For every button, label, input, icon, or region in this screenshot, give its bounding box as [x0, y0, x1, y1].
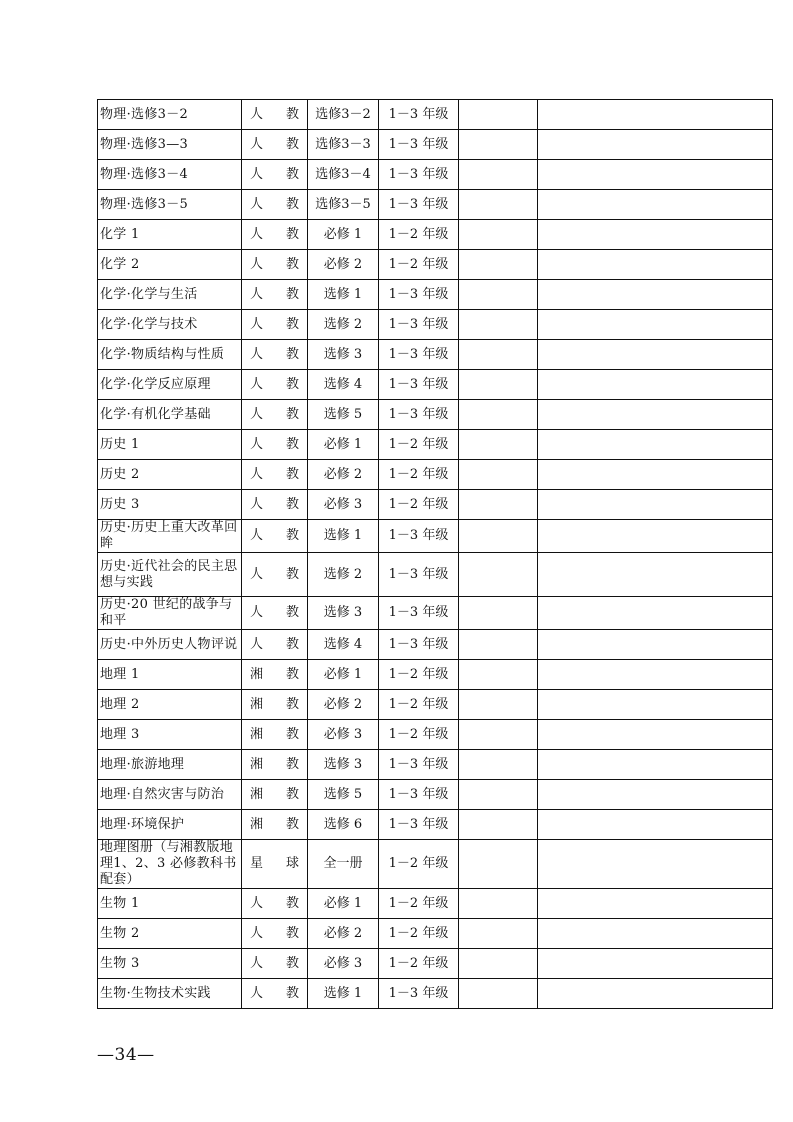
publisher-char: 人 [250, 346, 264, 362]
textbook-name-cell: 历史·近代社会的民主思想与实践 [98, 553, 242, 597]
publisher-char: 教 [285, 496, 299, 512]
volume-cell: 必修 3 [308, 720, 379, 750]
grade-cell: 1－3 年级 [379, 370, 459, 400]
empty-cell [459, 520, 538, 553]
table-row [98, 490, 773, 520]
textbook-name-cell: 生物·生物技术实践 [98, 979, 242, 1009]
publisher-char: 教 [285, 376, 299, 392]
empty-cell [459, 460, 538, 490]
publisher-cell [242, 160, 308, 190]
textbook-name-cell: 地理 2 [98, 690, 242, 720]
publisher-label [244, 667, 305, 683]
grade-cell: 1－3 年级 [379, 400, 459, 430]
publisher-cell [242, 490, 308, 520]
publisher-label [244, 227, 305, 243]
volume-cell: 选修3－4 [308, 160, 379, 190]
publisher-char: 人 [250, 436, 264, 452]
table-row [98, 810, 773, 840]
publisher-char: 人 [250, 196, 264, 212]
empty-cell [459, 810, 538, 840]
volume-cell: 选修 1 [308, 979, 379, 1009]
empty-cell [459, 919, 538, 949]
volume-cell: 必修 1 [308, 220, 379, 250]
volume-cell: 选修3－5 [308, 190, 379, 220]
table-row [98, 520, 773, 553]
grade-cell: 1－2 年级 [379, 919, 459, 949]
publisher-cell [242, 280, 308, 310]
textbook-name-cell: 物理·选修3－4 [98, 160, 242, 190]
publisher-char: 教 [285, 636, 299, 652]
empty-cell [538, 780, 773, 810]
volume-cell: 必修 1 [308, 660, 379, 690]
grade-cell: 1－2 年级 [379, 430, 459, 460]
table-row [98, 780, 773, 810]
publisher-char: 教 [285, 925, 299, 941]
grade-cell: 1－2 年级 [379, 889, 459, 919]
empty-cell [538, 310, 773, 340]
table-row [98, 720, 773, 750]
grade-cell: 1－3 年级 [379, 597, 459, 630]
publisher-cell [242, 220, 308, 250]
empty-cell [459, 370, 538, 400]
publisher-label [244, 787, 305, 803]
empty-cell [538, 889, 773, 919]
publisher-cell [242, 340, 308, 370]
table-row [98, 949, 773, 979]
publisher-char: 教 [285, 346, 299, 362]
publisher-label [244, 637, 305, 653]
empty-cell [459, 949, 538, 979]
publisher-label [244, 137, 305, 153]
textbook-name-cell: 化学·有机化学基础 [98, 400, 242, 430]
publisher-char: 教 [285, 528, 299, 543]
publisher-char: 教 [285, 566, 299, 582]
publisher-cell [242, 100, 308, 130]
textbook-name-cell: 地理·环境保护 [98, 810, 242, 840]
publisher-label [244, 407, 305, 423]
publisher-cell [242, 919, 308, 949]
publisher-char: 人 [250, 636, 264, 652]
publisher-label [244, 926, 305, 942]
publisher-label [244, 528, 305, 544]
grade-cell: 1－3 年级 [379, 630, 459, 660]
empty-cell [459, 840, 538, 889]
publisher-char: 教 [285, 666, 299, 682]
volume-cell: 选修 1 [308, 520, 379, 553]
volume-cell: 选修 6 [308, 810, 379, 840]
textbook-name-cell: 物理·选修3—3 [98, 130, 242, 160]
empty-cell [459, 720, 538, 750]
empty-cell [538, 949, 773, 979]
publisher-label [244, 605, 305, 621]
grade-cell: 1－3 年级 [379, 160, 459, 190]
publisher-cell [242, 400, 308, 430]
publisher-char: 教 [285, 166, 299, 182]
publisher-cell [242, 630, 308, 660]
volume-cell: 选修 3 [308, 750, 379, 780]
table-row [98, 280, 773, 310]
grade-cell: 1－3 年级 [379, 310, 459, 340]
publisher-char: 教 [285, 955, 299, 971]
empty-cell [538, 280, 773, 310]
publisher-char: 教 [285, 256, 299, 272]
publisher-char: 教 [285, 696, 299, 712]
publisher-char: 湘 [250, 696, 264, 712]
textbook-name-cell: 化学 2 [98, 250, 242, 280]
volume-cell: 必修 2 [308, 250, 379, 280]
publisher-cell [242, 750, 308, 780]
grade-cell: 1－3 年级 [379, 810, 459, 840]
publisher-char: 人 [250, 605, 264, 620]
textbook-name-cell: 历史·历史上重大改革回眸 [98, 520, 242, 553]
publisher-label [244, 727, 305, 743]
grade-cell: 1－2 年级 [379, 840, 459, 889]
empty-cell [538, 370, 773, 400]
publisher-cell [242, 720, 308, 750]
table-row [98, 250, 773, 280]
grade-cell: 1－3 年级 [379, 190, 459, 220]
publisher-cell [242, 460, 308, 490]
publisher-cell [242, 250, 308, 280]
publisher-char: 教 [285, 985, 299, 1001]
publisher-cell [242, 553, 308, 597]
publisher-char: 人 [250, 376, 264, 392]
grade-cell: 1－3 年级 [379, 130, 459, 160]
publisher-cell [242, 597, 308, 630]
table-row [98, 370, 773, 400]
volume-cell: 选修 4 [308, 630, 379, 660]
table-row [98, 430, 773, 460]
publisher-char: 湘 [250, 726, 264, 742]
empty-cell [459, 630, 538, 660]
publisher-char: 教 [285, 895, 299, 911]
empty-cell [459, 160, 538, 190]
table-row [98, 400, 773, 430]
empty-cell [459, 597, 538, 630]
table-body [98, 100, 773, 1009]
volume-cell: 选修 3 [308, 340, 379, 370]
publisher-char: 人 [250, 286, 264, 302]
table-row [98, 979, 773, 1009]
grade-cell: 1－2 年级 [379, 660, 459, 690]
publisher-char: 教 [285, 136, 299, 152]
empty-cell [538, 630, 773, 660]
empty-cell [538, 919, 773, 949]
publisher-label [244, 257, 305, 273]
publisher-label [244, 437, 305, 453]
textbook-name-cell: 化学·物质结构与性质 [98, 340, 242, 370]
publisher-cell [242, 949, 308, 979]
empty-cell [538, 160, 773, 190]
volume-cell: 全一册 [308, 840, 379, 889]
grade-cell: 1－2 年级 [379, 220, 459, 250]
textbook-name-cell: 生物 3 [98, 949, 242, 979]
table-row [98, 310, 773, 340]
volume-cell: 必修 1 [308, 889, 379, 919]
publisher-char: 人 [250, 528, 264, 543]
empty-cell [538, 750, 773, 780]
publisher-char: 人 [250, 106, 264, 122]
publisher-label [244, 567, 305, 583]
empty-cell [538, 520, 773, 553]
publisher-label [244, 167, 305, 183]
publisher-label [244, 377, 305, 393]
table-row [98, 190, 773, 220]
publisher-char: 球 [285, 856, 299, 871]
textbook-name-cell: 地理 1 [98, 660, 242, 690]
grade-cell: 1－2 年级 [379, 490, 459, 520]
textbook-name-cell: 历史 2 [98, 460, 242, 490]
textbook-name-cell: 化学 1 [98, 220, 242, 250]
publisher-label [244, 197, 305, 213]
publisher-label [244, 497, 305, 513]
grade-cell: 1－3 年级 [379, 340, 459, 370]
publisher-label [244, 817, 305, 833]
publisher-char: 湘 [250, 756, 264, 772]
publisher-cell [242, 430, 308, 460]
publisher-char: 人 [250, 466, 264, 482]
textbook-name-cell: 生物 2 [98, 919, 242, 949]
empty-cell [459, 780, 538, 810]
textbook-name-cell: 地理图册（与湘教版地理1、2、3 必修教科书配套） [98, 840, 242, 889]
publisher-char: 教 [285, 756, 299, 772]
publisher-cell [242, 130, 308, 160]
publisher-char: 教 [285, 726, 299, 742]
publisher-char: 星 [250, 856, 264, 871]
page-number: —34— [97, 1045, 155, 1065]
publisher-label [244, 986, 305, 1002]
grade-cell: 1－2 年级 [379, 460, 459, 490]
empty-cell [538, 810, 773, 840]
publisher-char: 教 [285, 605, 299, 620]
empty-cell [538, 400, 773, 430]
empty-cell [459, 400, 538, 430]
volume-cell: 选修 2 [308, 553, 379, 597]
empty-cell [459, 430, 538, 460]
grade-cell: 1－3 年级 [379, 100, 459, 130]
publisher-char: 教 [285, 286, 299, 302]
publisher-char: 人 [250, 955, 264, 971]
empty-cell [459, 979, 538, 1009]
empty-cell [538, 660, 773, 690]
table-row [98, 840, 773, 889]
publisher-label [244, 317, 305, 333]
publisher-char: 人 [250, 226, 264, 242]
empty-cell [538, 130, 773, 160]
publisher-char: 人 [250, 256, 264, 272]
empty-cell [459, 250, 538, 280]
publisher-cell [242, 520, 308, 553]
publisher-cell [242, 780, 308, 810]
empty-cell [538, 490, 773, 520]
empty-cell [538, 190, 773, 220]
publisher-char: 人 [250, 136, 264, 152]
publisher-char: 人 [250, 316, 264, 332]
publisher-cell [242, 979, 308, 1009]
grade-cell: 1－3 年级 [379, 780, 459, 810]
publisher-char: 人 [250, 985, 264, 1001]
publisher-label [244, 856, 305, 872]
textbook-name-cell: 地理 3 [98, 720, 242, 750]
empty-cell [538, 340, 773, 370]
empty-cell [459, 553, 538, 597]
publisher-char: 教 [285, 406, 299, 422]
publisher-label [244, 697, 305, 713]
empty-cell [538, 690, 773, 720]
empty-cell [459, 220, 538, 250]
empty-cell [538, 250, 773, 280]
table-row [98, 130, 773, 160]
grade-cell: 1－3 年级 [379, 520, 459, 553]
publisher-cell [242, 310, 308, 340]
textbook-name-cell: 物理·选修3－2 [98, 100, 242, 130]
volume-cell: 选修3－3 [308, 130, 379, 160]
publisher-char: 人 [250, 496, 264, 512]
publisher-char: 教 [285, 226, 299, 242]
textbook-name-cell: 化学·化学与技术 [98, 310, 242, 340]
empty-cell [459, 190, 538, 220]
table-row [98, 460, 773, 490]
grade-cell: 1－2 年级 [379, 250, 459, 280]
publisher-char: 教 [285, 196, 299, 212]
empty-cell [538, 979, 773, 1009]
table-row [98, 630, 773, 660]
empty-cell [538, 720, 773, 750]
publisher-char: 教 [285, 106, 299, 122]
grade-cell: 1－3 年级 [379, 750, 459, 780]
table-row [98, 750, 773, 780]
publisher-char: 人 [250, 406, 264, 422]
table-row [98, 889, 773, 919]
grade-cell: 1－3 年级 [379, 280, 459, 310]
grade-cell: 1－2 年级 [379, 949, 459, 979]
volume-cell: 选修3－2 [308, 100, 379, 130]
publisher-char: 人 [250, 895, 264, 911]
publisher-label [244, 956, 305, 972]
empty-cell [459, 280, 538, 310]
publisher-char: 人 [250, 166, 264, 182]
table-row [98, 100, 773, 130]
empty-cell [459, 750, 538, 780]
publisher-cell [242, 690, 308, 720]
textbook-name-cell: 物理·选修3－5 [98, 190, 242, 220]
publisher-char: 教 [285, 316, 299, 332]
empty-cell [538, 840, 773, 889]
publisher-label [244, 287, 305, 303]
textbook-name-cell: 历史·20 世纪的战争与和平 [98, 597, 242, 630]
empty-cell [459, 490, 538, 520]
volume-cell: 必修 2 [308, 919, 379, 949]
publisher-cell [242, 889, 308, 919]
volume-cell: 选修 5 [308, 400, 379, 430]
publisher-label [244, 347, 305, 363]
textbook-name-cell: 历史 3 [98, 490, 242, 520]
volume-cell: 必修 2 [308, 690, 379, 720]
empty-cell [459, 100, 538, 130]
table-row [98, 919, 773, 949]
empty-cell [459, 130, 538, 160]
publisher-char: 湘 [250, 816, 264, 832]
grade-cell: 1－3 年级 [379, 553, 459, 597]
publisher-label [244, 107, 305, 123]
publisher-cell [242, 840, 308, 889]
empty-cell [538, 220, 773, 250]
textbook-name-cell: 历史·中外历史人物评说 [98, 630, 242, 660]
table-row [98, 660, 773, 690]
grade-cell: 1－3 年级 [379, 979, 459, 1009]
textbook-name-cell: 地理·旅游地理 [98, 750, 242, 780]
table-row [98, 160, 773, 190]
table-row [98, 597, 773, 630]
volume-cell: 选修 1 [308, 280, 379, 310]
volume-cell: 选修 4 [308, 370, 379, 400]
volume-cell: 必修 3 [308, 490, 379, 520]
volume-cell: 选修 2 [308, 310, 379, 340]
volume-cell: 必修 3 [308, 949, 379, 979]
publisher-cell [242, 370, 308, 400]
volume-cell: 必修 2 [308, 460, 379, 490]
volume-cell: 必修 1 [308, 430, 379, 460]
table-row [98, 340, 773, 370]
textbook-name-cell: 地理·自然灾害与防治 [98, 780, 242, 810]
table-row [98, 690, 773, 720]
empty-cell [538, 597, 773, 630]
publisher-cell [242, 190, 308, 220]
empty-cell [538, 430, 773, 460]
textbook-name-cell: 生物 1 [98, 889, 242, 919]
volume-cell: 选修 5 [308, 780, 379, 810]
publisher-label [244, 757, 305, 773]
empty-cell [538, 100, 773, 130]
empty-cell [538, 460, 773, 490]
textbook-name-cell: 化学·化学与生活 [98, 280, 242, 310]
publisher-char: 教 [285, 466, 299, 482]
textbook-table [97, 99, 773, 1009]
empty-cell [459, 690, 538, 720]
publisher-cell [242, 810, 308, 840]
volume-cell: 选修 3 [308, 597, 379, 630]
table-row [98, 553, 773, 597]
publisher-label [244, 467, 305, 483]
empty-cell [459, 660, 538, 690]
textbook-name-cell: 历史 1 [98, 430, 242, 460]
grade-cell: 1－2 年级 [379, 720, 459, 750]
publisher-char: 教 [285, 786, 299, 802]
empty-cell [459, 340, 538, 370]
empty-cell [459, 310, 538, 340]
publisher-char: 人 [250, 925, 264, 941]
empty-cell [459, 889, 538, 919]
publisher-char: 教 [285, 816, 299, 832]
publisher-char: 湘 [250, 666, 264, 682]
table-row [98, 220, 773, 250]
publisher-cell [242, 660, 308, 690]
publisher-char: 湘 [250, 786, 264, 802]
publisher-label [244, 896, 305, 912]
textbook-name-cell: 化学·化学反应原理 [98, 370, 242, 400]
publisher-char: 教 [285, 436, 299, 452]
empty-cell [538, 553, 773, 597]
grade-cell: 1－2 年级 [379, 690, 459, 720]
publisher-char: 人 [250, 566, 264, 582]
